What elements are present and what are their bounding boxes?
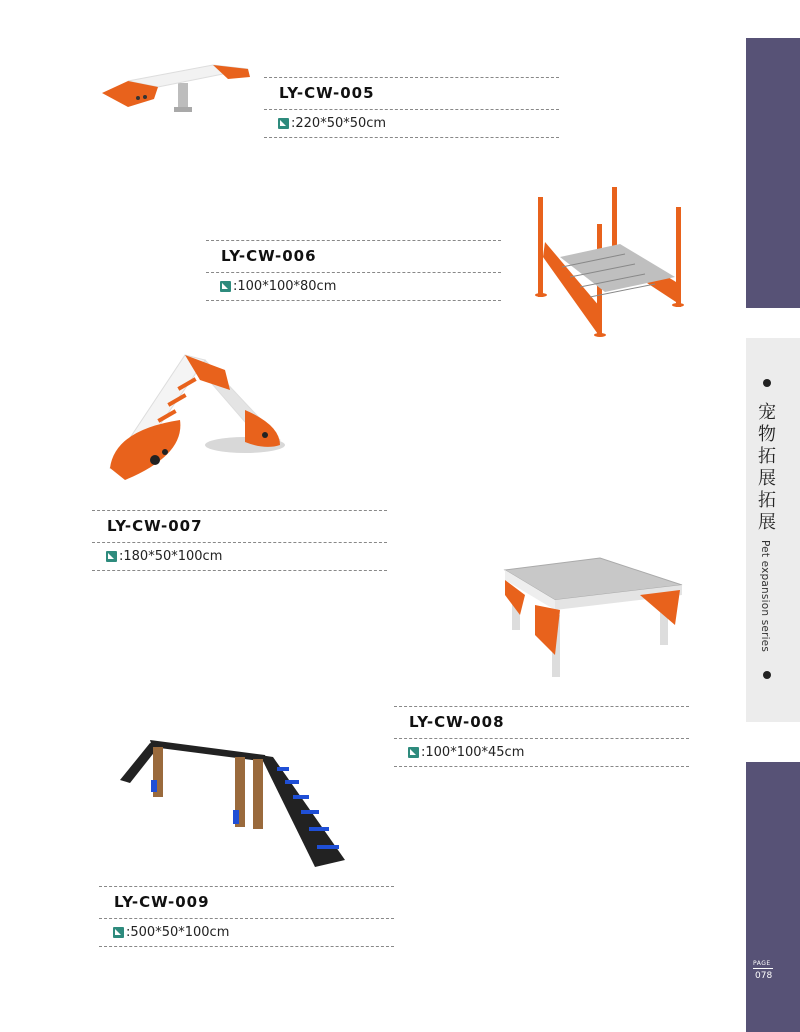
product-spec-009: [99, 886, 394, 947]
sidebar-bottom-band: [746, 762, 800, 1032]
product-size-row: [92, 543, 387, 570]
product-size: 100*100*80cm: [237, 279, 337, 294]
product-illustration-005: [98, 55, 258, 117]
product-spec-008: [394, 706, 689, 767]
product-size-row: [394, 739, 689, 766]
size-separator: :: [119, 549, 124, 564]
product-code: LY-CW-006: [221, 247, 317, 265]
page-label: PAGE: [753, 960, 771, 967]
product-code: LY-CW-008: [409, 713, 505, 731]
page-number: 078: [755, 971, 773, 981]
product-spec-006: [206, 240, 501, 301]
ruler-icon: [220, 281, 231, 292]
ruler-icon: [408, 747, 419, 758]
bullet-dot-bottom: [763, 671, 771, 679]
product-illustration-009: [115, 735, 350, 870]
ruler-icon: [278, 118, 289, 129]
product-size: 220*50*50cm: [295, 116, 387, 131]
product-spec-007: [92, 510, 387, 571]
product-code: LY-CW-005: [279, 84, 375, 102]
product-size: 100*100*45cm: [425, 745, 525, 760]
size-separator: :: [233, 279, 238, 294]
product-size-row: [206, 273, 501, 300]
ruler-icon: [113, 927, 124, 938]
ruler-icon: [106, 551, 117, 562]
page-divider: [753, 968, 773, 969]
product-size: 500*50*100cm: [130, 925, 230, 940]
product-illustration-006: [530, 182, 690, 342]
size-separator: :: [291, 116, 296, 131]
product-spec-005: [264, 77, 559, 138]
product-code: LY-CW-009: [114, 893, 210, 911]
product-size-row: [99, 919, 394, 946]
series-title-en: Pet expansion series: [759, 540, 771, 653]
size-separator: :: [421, 745, 426, 760]
sidebar-top-band: [746, 38, 800, 308]
bullet-dot-top: [763, 379, 771, 387]
size-separator: :: [126, 925, 131, 940]
product-size: 180*50*100cm: [123, 549, 223, 564]
product-code: LY-CW-007: [107, 517, 203, 535]
product-illustration-007: [105, 350, 285, 490]
product-size-row: [264, 110, 559, 137]
series-title-cn: 宠物拓展拓展: [758, 402, 776, 533]
product-illustration-008: [500, 555, 690, 680]
